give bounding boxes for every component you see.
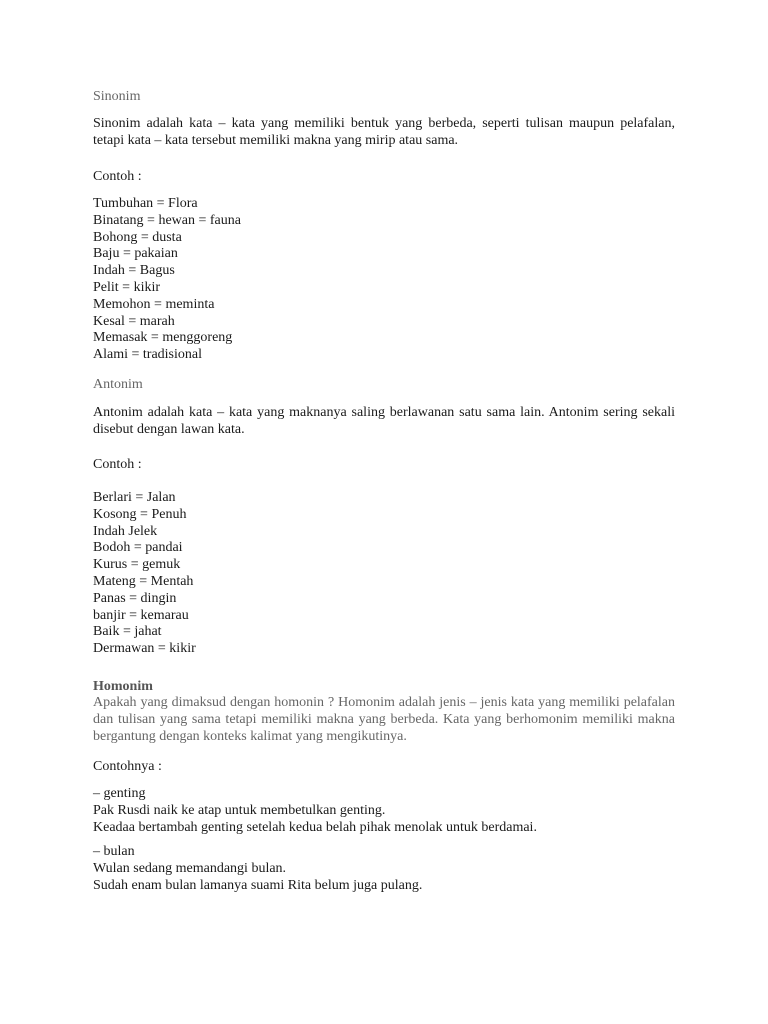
list-item: banjir = kemarau — [93, 607, 189, 623]
homonim-heading: Homonim — [93, 679, 153, 694]
list-item: Alami = tradisional — [93, 347, 202, 363]
homonim-example-bulan — [93, 843, 675, 894]
list-item: Baik = jahat — [93, 624, 162, 640]
list-item: Panas = dingin — [93, 590, 177, 606]
list-item: Kesal = marah — [93, 313, 175, 329]
list-item: Mateng = Mentah — [93, 573, 194, 589]
homonim-sentence: Wulan sedang memandangi bulan. — [93, 861, 287, 876]
homonim-sentence: Keadaa bertambah genting setelah kedua belah pihak menolak untuk berdamai. — [93, 820, 537, 835]
antonim-definition: Antonim adalah kata – kata yang maknanya saling berlawanan satu sama lain. Antonim sering sekali disebut dengan lawan kata. — [93, 405, 675, 437]
homonim-example-label: Contohnya : — [93, 759, 162, 774]
antonim-example-list — [93, 490, 675, 658]
sinonim-heading: Sinonim — [93, 89, 141, 104]
list-item: Dermawan = kikir — [93, 641, 196, 657]
list-item: Kurus = gemuk — [93, 557, 181, 573]
list-item: Binatang = hewan = fauna — [93, 212, 241, 228]
list-item: Pelit = kikir — [93, 279, 161, 295]
homonim-sentence: Pak Rusdi naik ke atap untuk membetulkan genting. — [93, 803, 386, 818]
list-item: Berlari = Jalan — [93, 490, 176, 505]
list-item: Indah = Bagus — [93, 263, 175, 279]
homonim-sentence: Sudah enam bulan lamanya suami Rita belum juga pulang. — [93, 878, 423, 893]
antonim-heading: Antonim — [93, 377, 143, 392]
homonim-example-genting — [93, 785, 675, 836]
list-item: Baju = pakaian — [93, 246, 178, 262]
homonim-word: – bulan — [93, 844, 135, 859]
list-item: Bodoh = pandai — [93, 540, 183, 556]
list-item: Memohon = meminta — [93, 296, 215, 312]
list-item: Kosong = Penuh — [93, 506, 187, 522]
list-item: Tumbuhan = Flora — [93, 196, 198, 211]
sinonim-example-label: Contoh : — [93, 169, 142, 184]
list-item: Bohong = dusta — [93, 229, 182, 245]
homonim-definition: Apakah yang dimaksud dengan homonin ? Homonim adalah jenis – jenis kata yang memiliki pelafalan dan tulisan yang sama tetapi memiliki makna yang berbeda. Kata yang berhomonim memiliki makna bergantung dengan konteks kalimat yang mengikutinya. — [93, 695, 675, 744]
sinonim-definition: Sinonim adalah kata – kata yang memiliki bentuk yang berbeda, seperti tulisan maupun pelafalan, tetapi kata – kata tersebut memiliki makna yang mirip atau sama. — [93, 116, 675, 148]
sinonim-example-list — [93, 196, 675, 364]
homonim-word: – genting — [93, 786, 146, 801]
list-item: Memasak = menggoreng — [93, 330, 233, 346]
list-item: Indah Jelek — [93, 523, 158, 539]
antonim-example-label: Contoh : — [93, 457, 142, 472]
